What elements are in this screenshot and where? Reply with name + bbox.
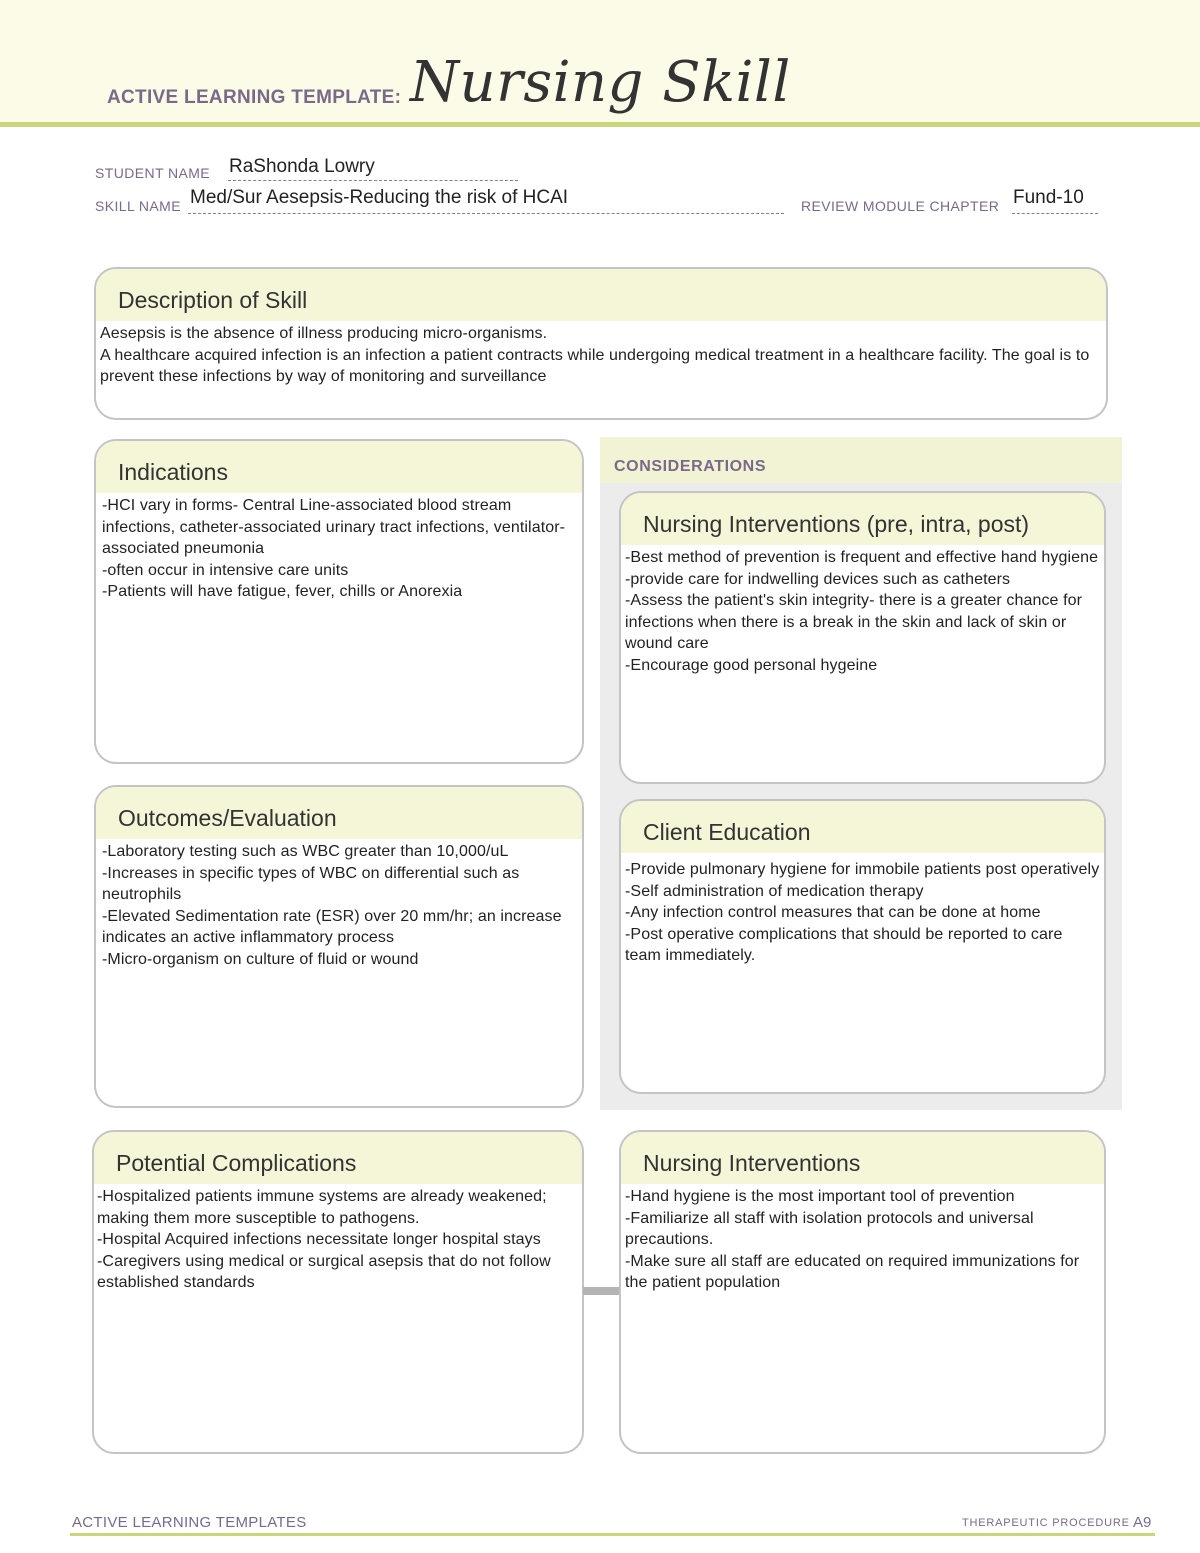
template-label: ACTIVE LEARNING TEMPLATE: xyxy=(107,87,402,108)
nursing-interventions-pip-title: Nursing Interventions (pre, intra, post) xyxy=(621,493,1104,545)
chapter-field[interactable]: Fund-10 xyxy=(1013,187,1084,208)
outcomes-line: -Elevated Sedimentation rate (ESR) over 20 mm/hr; an increase indicates an active inflammatory process xyxy=(102,907,562,947)
box-connector xyxy=(583,1287,621,1295)
outcomes-line: -Laboratory testing such as WBC greater than 10,000/uL xyxy=(102,843,509,860)
indications-line: -HCI vary in forms- Central Line-associated blood stream infections, catheter-associated urinary tract infections, ventilator-associated pneumonia xyxy=(102,497,566,558)
description-line: A healthcare acquired infection is an infection a patient contracts while undergoing medical treatment in a healthcare facility. The goal is to prevent these infections by way of monitoring and surveillance xyxy=(100,346,1090,386)
indications-title: Indications xyxy=(96,441,582,493)
complications-line: -Hospital Acquired infections necessitate longer hospital stays xyxy=(97,1231,541,1249)
student-name-label: STUDENT NAME xyxy=(95,165,210,181)
outcomes-line: -Increases in specific types of WBC on differential such as neutrophils xyxy=(102,864,520,904)
footer-left: ACTIVE LEARNING TEMPLATES xyxy=(72,1514,307,1531)
nursing-interventions-body[interactable] xyxy=(621,1184,1104,1296)
nursing-interventions-pip-line: -Encourage good personal hygeine xyxy=(625,656,878,674)
skill-name-label: SKILL NAME xyxy=(95,198,181,214)
skill-name-field[interactable]: Med/Sur Aesepsis-Reducing the risk of HCAI xyxy=(190,187,569,208)
description-body[interactable] xyxy=(96,321,1106,390)
nursing-interventions-pip-line: -Best method of prevention is frequent and effective hand hygiene xyxy=(625,549,1099,566)
outcomes-line: -Micro-organism on culture of fluid or wound xyxy=(102,950,419,968)
nursing-interventions-pip-line: -Assess the patient's skin integrity- there is a greater chance for infections when there is a break in the skin and lack of skin or wound care xyxy=(625,592,1083,653)
indications-box xyxy=(94,439,584,764)
chapter-label: REVIEW MODULE CHAPTER xyxy=(801,198,1000,214)
nursing-interventions-line: -Familiarize all staff with isolation protocols and universal precautions. xyxy=(625,1209,1034,1249)
nursing-interventions-pip-body[interactable] xyxy=(621,545,1104,679)
header-rule xyxy=(0,122,1200,127)
client-education-line: -Any infection control measures that can be done at home xyxy=(625,904,1041,922)
client-education-line: -Provide pulmonary hygiene for immobile patients post operatively xyxy=(625,861,1100,878)
description-box xyxy=(94,267,1108,420)
outcomes-body[interactable] xyxy=(96,839,582,973)
nursing-interventions-line: -Make sure all staff are educated on required immunizations for the patient population xyxy=(625,1252,1080,1292)
client-education-box xyxy=(619,799,1106,1094)
nursing-interventions-pip-line: -provide care for indwelling devices such as catheters xyxy=(625,570,1011,588)
skill-name-line xyxy=(188,213,784,214)
outcomes-title: Outcomes/Evaluation xyxy=(96,787,582,839)
footer-right: THERAPEUTIC PROCEDURE xyxy=(962,1517,1130,1529)
complications-line: -Caregivers using medical or surgical asepsis that do not follow established standards xyxy=(97,1252,551,1292)
description-title: Description of Skill xyxy=(96,269,1106,321)
outcomes-box xyxy=(94,785,584,1108)
nursing-interventions-box xyxy=(619,1130,1106,1454)
client-education-body[interactable] xyxy=(621,853,1104,973)
page-title: Nursing Skill xyxy=(410,50,791,115)
footer-rule xyxy=(70,1533,1155,1536)
description-line: Aesepsis is the absence of illness producing micro-organisms. xyxy=(100,325,548,342)
client-education-title: Client Education xyxy=(621,801,1104,853)
nursing-interventions-pip-box xyxy=(619,491,1106,784)
client-education-line: -Post operative complications that should be reported to care team immediately. xyxy=(625,925,1063,965)
complications-title: Potential Complications xyxy=(94,1132,582,1184)
indications-line: -often occur in intensive care units xyxy=(102,561,349,579)
chapter-line xyxy=(1012,213,1098,214)
complications-body[interactable] xyxy=(94,1184,582,1296)
indications-line: -Patients will have fatigue, fever, chills or Anorexia xyxy=(102,583,463,601)
considerations-title: CONSIDERATIONS xyxy=(614,458,767,475)
page-number: A9 xyxy=(1133,1514,1152,1531)
student-name-field[interactable]: RaShonda Lowry xyxy=(229,156,375,177)
student-name-line xyxy=(228,180,518,181)
complications-line: -Hospitalized patients immune systems are already weakened; making them more susceptible to pathogens. xyxy=(97,1188,547,1227)
indications-body[interactable] xyxy=(96,493,582,605)
client-education-line: -Self administration of medication therapy xyxy=(625,882,924,900)
nursing-interventions-line: -Hand hygiene is the most important tool of prevention xyxy=(625,1188,1015,1205)
complications-box xyxy=(92,1130,584,1454)
nursing-interventions-title: Nursing Interventions xyxy=(621,1132,1104,1184)
